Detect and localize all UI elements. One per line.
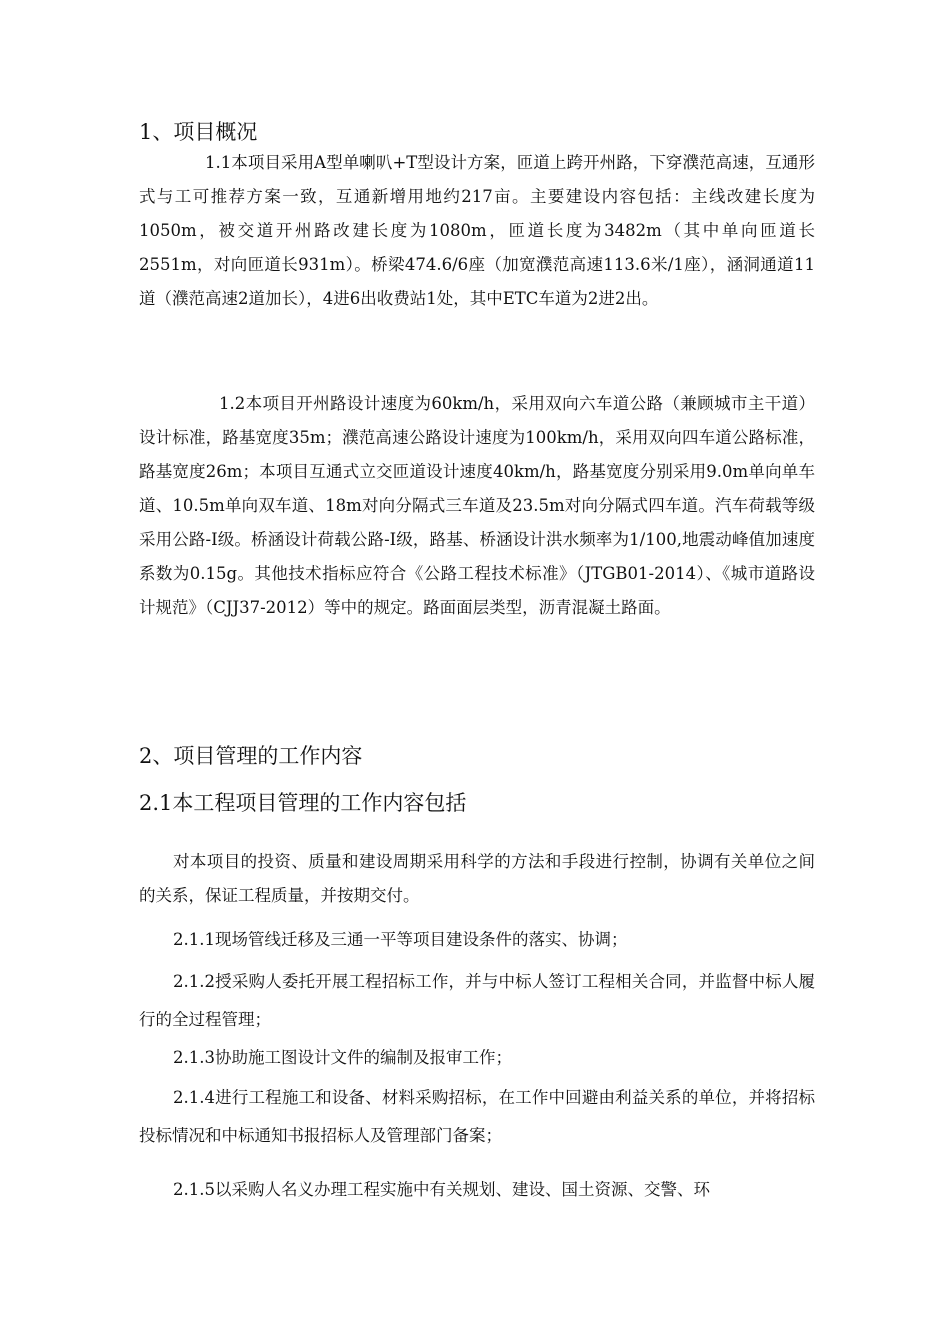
- section-1-heading: 1、项目概况: [139, 120, 258, 144]
- list-item-2-1-4: 2.1.4进行工程施工和设备、材料采购招标，在工作中回避由利益关系的单位，并将招标投标情况和中标通知书报招标人及管理部门备案；: [139, 1088, 815, 1145]
- section-2-heading: 2、项目管理的工作内容: [139, 744, 363, 768]
- list-item-2-1-2: 2.1.2授采购人委托开展工程招标工作，并与中标人签订工程相关合同，并监督中标人履行的全过程管理；: [139, 972, 815, 1029]
- list-item-2-1-1: 2.1.1现场管线迁移及三通一平等项目建设条件的落实、协调；: [173, 930, 628, 949]
- list-item-2-1-5: 2.1.5以采购人名义办理工程实施中有关规划、建设、国土资源、交警、环: [173, 1180, 710, 1199]
- list-item-2-1-3: 2.1.3协助施工图设计文件的编制及报审工作；: [173, 1048, 512, 1067]
- section-1-paragraph-2: 1.2本项目开州路设计速度为60km/h，采用双向六车道公路（兼顾城市主干道）设计标准，路基宽度35m；濮范高速公路设计速度为100km/h，采用双向四车道公路标准，路基宽度26m；本项目互通式立交匝道设计速度40km/h，路基宽度分别采用9.0m单向单车道、10.5m单向双车道、18m对向分隔式三车道及23.5m对向分隔式四车道。汽车荷载等级采用公路-I级。桥涵设计荷载公路-I级，路基、桥涵设计洪水频率为1/100,地震动峰值加速度系数为0.15g。其他技术指标应符合《公路工程技术标准》（JTGB01-2014）、《城市道路设计规范》（CJJ37-2012）等中的规定。路面面层类型，沥青混凝土路面。: [139, 394, 815, 617]
- section-2-1-intro-paragraph: 对本项目的投资、质量和建设周期采用科学的方法和手段进行控制，协调有关单位之间的关系，保证工程质量，并按期交付。: [139, 852, 815, 905]
- section-1-paragraph-1: 1.1本项目采用A型单喇叭+T型设计方案，匝道上跨开州路，下穿濮范高速，互通形式与工可推荐方案一致，互通新增用地约217亩。主要建设内容包括：主线改建长度为1050m，被交道开州路改建长度为1080m，匝道长度为3482m（其中单向匝道长2551m，对向匝道长931m）。桥梁474.6/6座（加宽濮范高速113.6米/1座），涵洞通道11道（濮范高速2道加长），4进6出收费站1处，其中ETC车道为2进2出。: [139, 153, 815, 308]
- section-2-1-subheading: 2.1本工程项目管理的工作内容包括: [139, 791, 467, 815]
